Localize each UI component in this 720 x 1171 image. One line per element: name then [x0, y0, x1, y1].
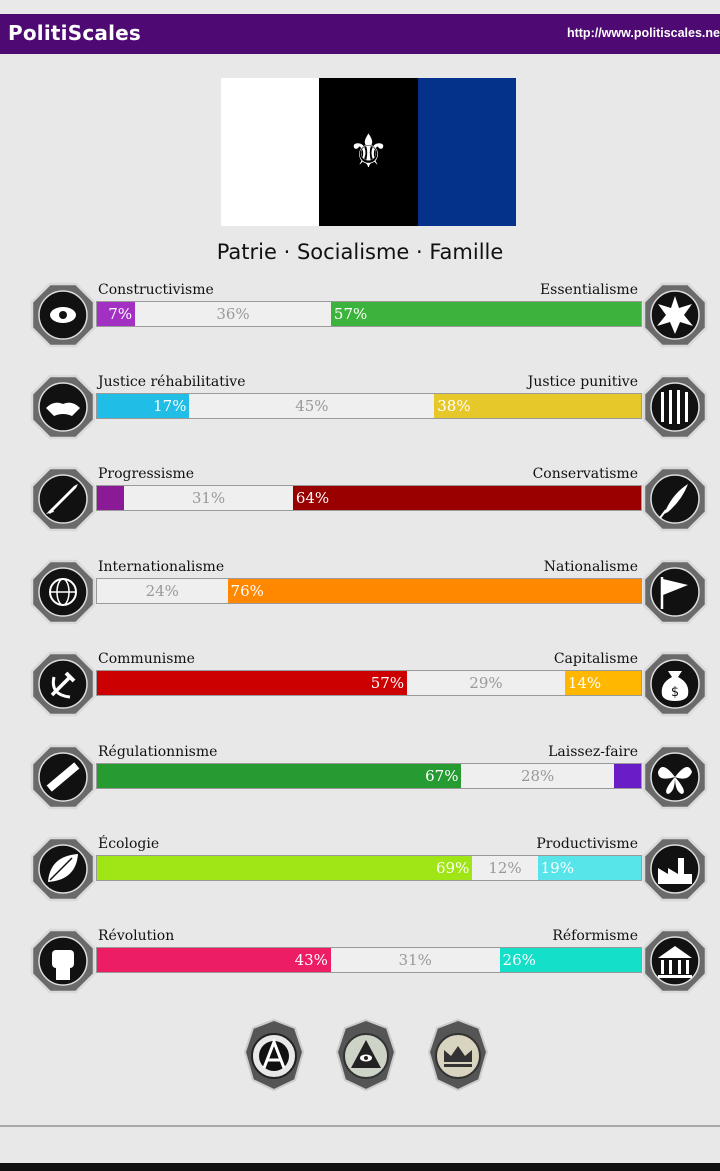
axis-left-segment: [97, 856, 472, 880]
axis-left-pct: 43%: [294, 951, 328, 969]
flag-stripe-center: [319, 78, 417, 226]
axis-right-pct: 38%: [437, 397, 471, 415]
rocket-icon: [30, 466, 96, 532]
axis-left-label: Communisme: [98, 651, 195, 667]
leaf-icon: [30, 836, 96, 902]
site-header: [0, 14, 720, 54]
axis-neutral-pct: 45%: [295, 397, 329, 415]
axis-left-label: Révolution: [98, 928, 175, 944]
axis-left-segment: [97, 764, 461, 788]
axis-left-label: Écologie: [98, 836, 160, 852]
axis-right-segment: [500, 948, 641, 972]
page-footer: [0, 1163, 720, 1171]
top-strip: [0, 0, 720, 14]
axis-right-label: Productivisme: [536, 836, 638, 852]
axis-left-pct: 57%: [370, 674, 405, 692]
anarchy-badge-icon: [243, 1018, 305, 1094]
axis-right-segment: [614, 764, 641, 788]
axis-neutral-segment: [331, 948, 500, 972]
axis-right-label: Laissez-faire: [548, 744, 638, 760]
axis-right-segment: [538, 856, 641, 880]
axis-bar: [96, 485, 642, 511]
axis-neutral-pct: 31%: [398, 951, 432, 969]
axis-neutral-segment: [472, 856, 537, 880]
axis-bar: [96, 855, 642, 881]
axis-right-label: Capitalisme: [553, 651, 638, 667]
axis-neutral-pct: 29%: [469, 674, 503, 692]
site-title[interactable]: PolitiScales: [8, 21, 142, 45]
axis-bar: [96, 301, 642, 327]
axis-row: [0, 374, 720, 454]
butterfly-icon: [642, 744, 708, 810]
axis-right-segment: [434, 394, 641, 418]
axis-row: [0, 466, 720, 546]
explosion-icon: [642, 282, 708, 348]
axis-left-segment: [97, 948, 331, 972]
site-url[interactable]: http://www.politiscales.ne: [566, 26, 720, 40]
axis-left-segment: [97, 486, 124, 510]
crown-badge-icon: [427, 1018, 489, 1094]
axis-right-label: Essentialisme: [539, 282, 638, 298]
axis-bar: [96, 670, 642, 696]
axis-right-segment: [228, 579, 641, 603]
result-flag: [221, 78, 516, 226]
money-bag-icon: [642, 651, 708, 717]
axis-left-segment: [97, 394, 189, 418]
axis-row: [0, 744, 720, 824]
axis-row: [0, 836, 720, 916]
axis-row: [0, 282, 720, 362]
illuminati-badge-icon: [335, 1018, 397, 1094]
badges-row: [0, 1018, 720, 1094]
axis-right-pct: 14%: [567, 674, 602, 692]
axis-left-label: Progressisme: [98, 466, 195, 482]
ruler-icon: [30, 744, 96, 810]
footer-divider: [0, 1125, 720, 1127]
hammer-sickle-icon: [30, 651, 96, 717]
axis-left-pct: 17%: [153, 397, 187, 415]
axis-left-pct: 69%: [436, 859, 470, 877]
axis-right-segment: [565, 671, 641, 695]
axis-neutral-pct: 28%: [520, 767, 555, 785]
flag-stripe-left: [221, 78, 319, 226]
axis-neutral-pct: 12%: [488, 859, 522, 877]
axis-right-label: Nationalisme: [543, 559, 638, 575]
axis-neutral-segment: [461, 764, 613, 788]
axis-neutral-pct: 31%: [191, 489, 226, 507]
factory-icon: [642, 836, 708, 902]
parliament-icon: [642, 928, 708, 994]
quill-icon: [642, 466, 708, 532]
axis-right-pct: 19%: [540, 859, 574, 877]
fist-icon: [30, 928, 96, 994]
axis-right-pct: 26%: [502, 951, 536, 969]
axis-right-segment: [331, 302, 641, 326]
axis-left-pct: 7%: [108, 305, 133, 323]
axis-right-label: Réformisme: [552, 928, 638, 944]
axis-bar: [96, 393, 642, 419]
axis-right-label: Conservatisme: [532, 466, 638, 482]
axis-left-label: Constructivisme: [98, 282, 214, 298]
axis-right-pct: 64%: [295, 489, 330, 507]
axis-left-segment: [97, 671, 407, 695]
axis-bar: [96, 578, 642, 604]
axis-neutral-pct: 36%: [216, 305, 250, 323]
axis-neutral-segment: [135, 302, 331, 326]
axis-right-segment: [293, 486, 641, 510]
axis-neutral-pct: 24%: [145, 582, 179, 600]
flag-icon: [642, 559, 708, 625]
axis-neutral-segment: [407, 671, 565, 695]
svg-text:$: $: [670, 685, 680, 700]
axis-row: [0, 651, 720, 731]
axis-left-pct: 67%: [425, 767, 459, 785]
axis-left-segment: [97, 302, 135, 326]
axis-left-label: Internationalisme: [98, 559, 225, 575]
prison-bars-icon: [642, 374, 708, 440]
axis-left-label: Justice réhabilitative: [98, 374, 246, 390]
axis-left-label: Régulationnisme: [98, 744, 218, 760]
globe-icon: [30, 559, 96, 625]
flag-motto: Patrie · Socialisme · Famille: [216, 240, 504, 264]
handshake-icon: [30, 374, 96, 440]
axis-neutral-segment: [97, 579, 228, 603]
axis-neutral-segment: [189, 394, 434, 418]
axis-row: [0, 928, 720, 1008]
axis-row: [0, 559, 720, 639]
eye-icon: [30, 282, 96, 348]
axis-right-pct: 76%: [230, 582, 264, 600]
axis-right-label: Justice punitive: [527, 374, 638, 390]
axis-bar: [96, 763, 642, 789]
fleur-de-lis-icon: ⚜: [347, 123, 390, 178]
axis-neutral-segment: [124, 486, 293, 510]
flag-stripe-right: [418, 78, 516, 226]
axis-bar: [96, 947, 642, 973]
axis-right-pct: 57%: [333, 305, 368, 323]
